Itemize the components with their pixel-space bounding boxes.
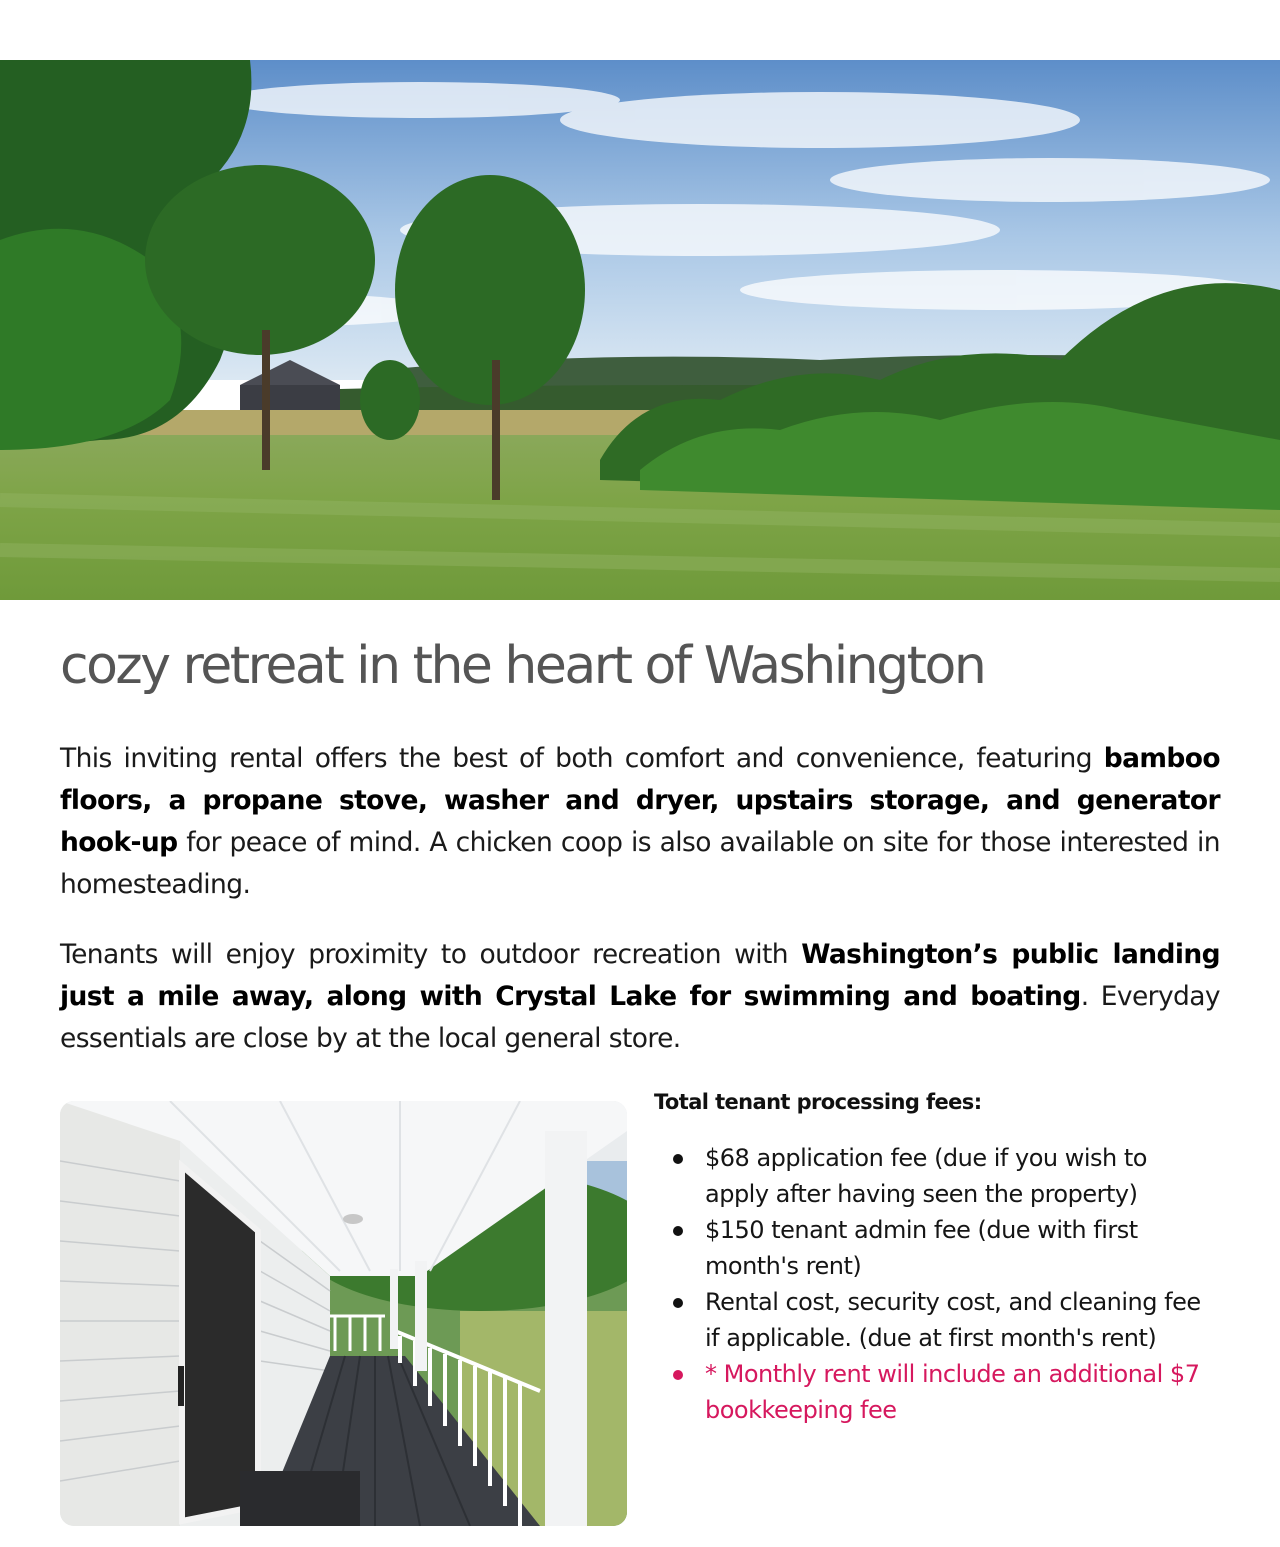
page-title: cozy retreat in the heart of Washington	[60, 636, 985, 696]
porch-illustration	[60, 1101, 627, 1526]
fee-item-text: Rental cost, security cost, and cleaning fee if applicable. (due at first month's rent)	[705, 1288, 1201, 1352]
fee-item-admin	[654, 1212, 1215, 1284]
fee-item-text: $150 tenant admin fee (due with first month's rent)	[705, 1216, 1138, 1280]
paragraph-1-rest: for peace of mind. A chicken coop is also available on site for those interested in homesteading.	[60, 827, 1220, 900]
bullet-icon	[673, 1226, 683, 1236]
porch-image	[60, 1101, 627, 1526]
paragraph-2-rest: . Everyday essentials are close by at the local general store.	[60, 981, 1220, 1054]
bullet-icon	[673, 1298, 683, 1308]
landscape-illustration	[0, 60, 1280, 600]
description-paragraph-2	[60, 934, 1220, 1060]
paragraph-1-intro: This inviting rental offers the best of both comfort and convenience, featuring	[60, 743, 1104, 774]
paragraph-1-features: bamboo floors, a propane stove, washer and dryer, upstairs storage, and generator hook-up	[60, 743, 1220, 858]
fee-item-rental-cost	[654, 1284, 1215, 1356]
fees-list	[654, 1140, 1234, 1428]
fee-item-bookkeeping-note	[654, 1356, 1215, 1428]
paragraph-2-intro: Tenants will enjoy proximity to outdoor recreation with	[60, 939, 802, 970]
description-paragraph-1	[60, 738, 1220, 906]
bullet-icon	[673, 1154, 683, 1164]
fee-item-text: * Monthly rent will include an additional $7 bookkeeping fee	[705, 1360, 1200, 1424]
fees-section	[654, 1090, 1234, 1428]
paragraph-2-recreation: Washington’s public landing just a mile away, along with Crystal Lake for swimming and boating	[60, 939, 1220, 1012]
fee-item-text: $68 application fee (due if you wish to apply after having seen the property)	[705, 1144, 1147, 1208]
hero-image	[0, 60, 1280, 600]
bullet-icon	[673, 1370, 683, 1380]
fees-heading: Total tenant processing fees:	[654, 1090, 982, 1114]
fee-item-application	[654, 1140, 1215, 1212]
